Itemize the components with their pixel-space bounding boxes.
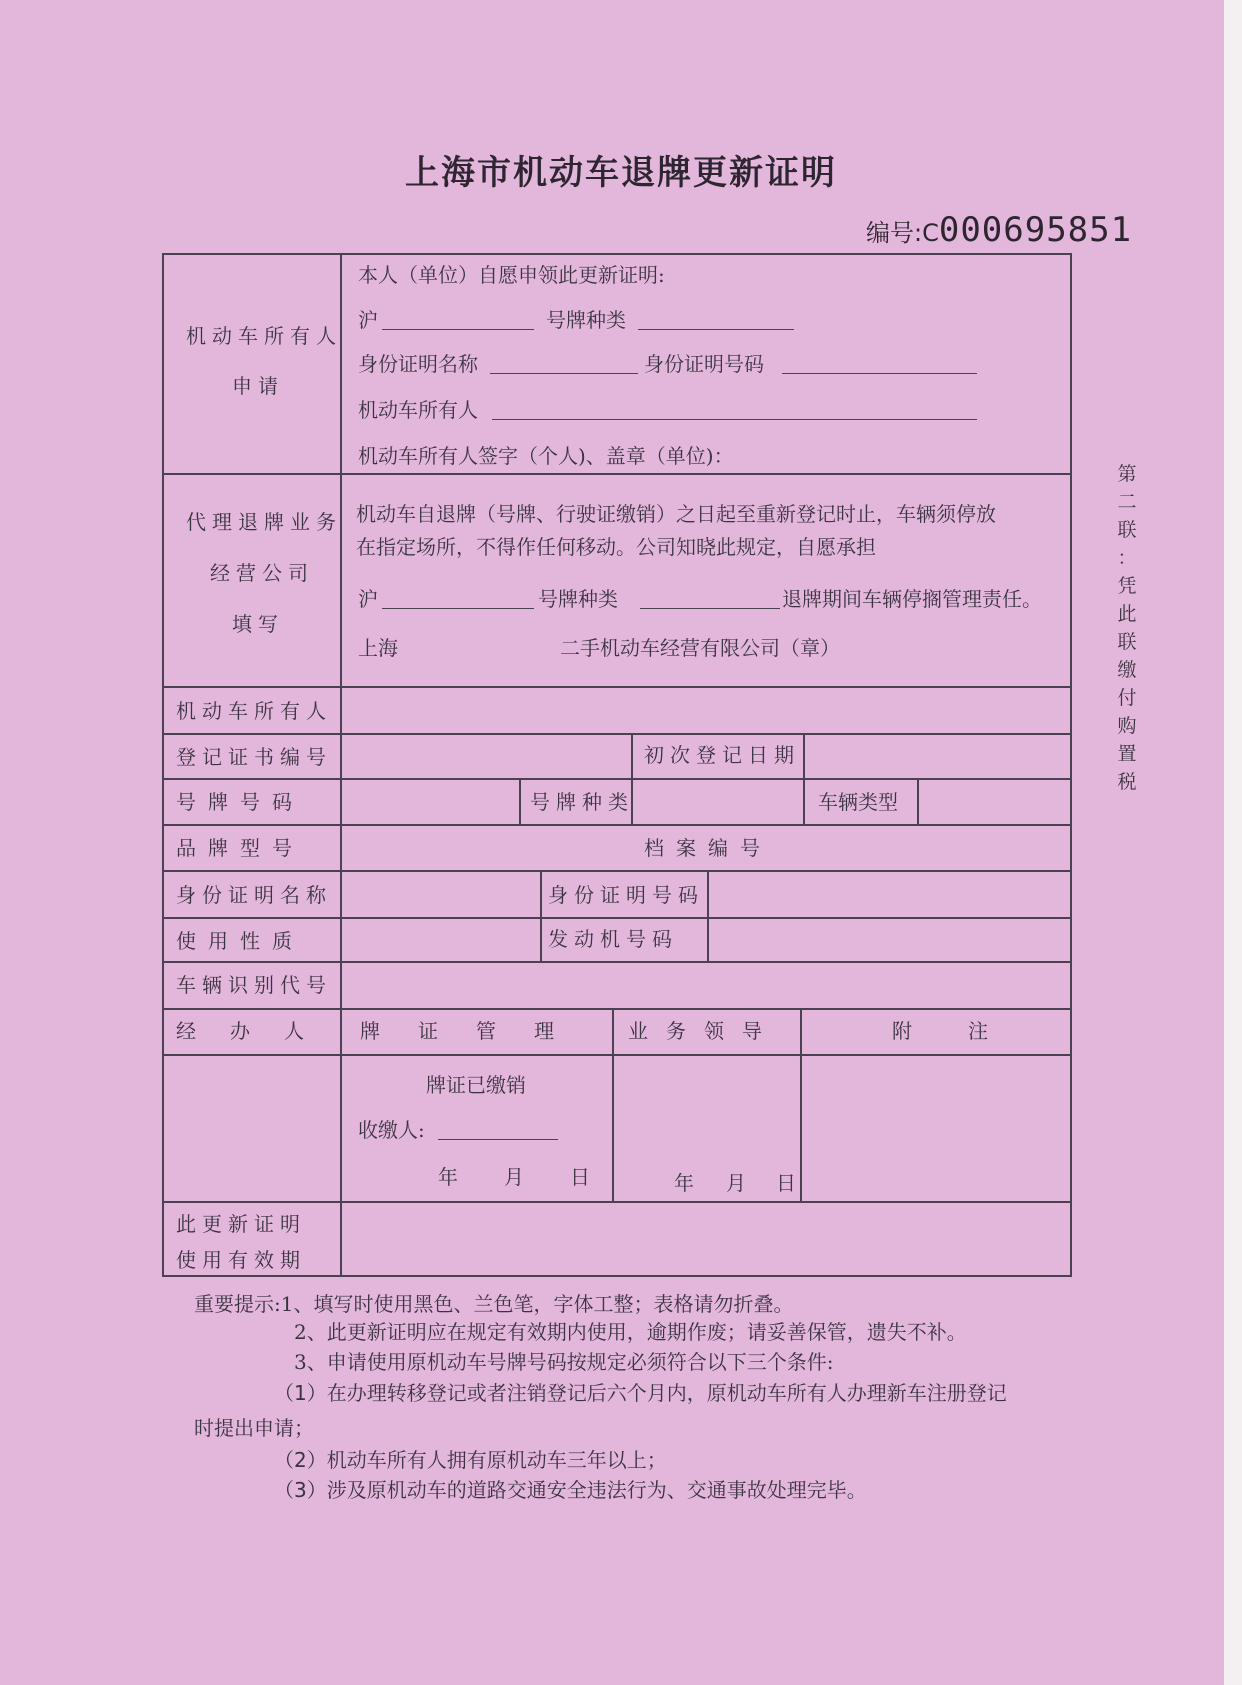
note-2: 2、此更新证明应在规定有效期内使用，逾期作废；请妥善保管，遗失不补。 bbox=[294, 1320, 967, 1344]
label-first-reg-date: 初次登记日期 bbox=[644, 743, 800, 767]
section1-hu: 沪 bbox=[358, 308, 378, 332]
note-3: 3、申请使用原机动车号牌号码按规定必须符合以下三个条件: bbox=[294, 1350, 834, 1374]
section2-shanghai: 上海 bbox=[358, 636, 398, 660]
label-remarks: 附注 bbox=[892, 1019, 1044, 1043]
section1-id-name: 身份证明名称 bbox=[358, 352, 478, 376]
label-plate-mgmt: 牌证管理 bbox=[360, 1019, 592, 1043]
section1-owner: 机动车所有人 bbox=[358, 398, 478, 422]
label-leader: 业务领导 bbox=[628, 1019, 780, 1043]
section2-hu: 沪 bbox=[358, 587, 378, 611]
section1-plate-type: 号牌种类 bbox=[546, 308, 626, 332]
condition-3: （3）涉及原机动车的道路交通安全违法行为、交通事故处理完毕。 bbox=[274, 1478, 867, 1502]
section2-label-line3: 填写 bbox=[232, 612, 284, 636]
date-month-1: 月 bbox=[504, 1165, 524, 1189]
section1-signature: 机动车所有人签字（个人)、盖章（单位)： bbox=[358, 444, 734, 468]
side-copy-label: 第 二 联 ： 凭 此 联 缴 付 购 置 税 bbox=[1117, 463, 1137, 793]
label-owner: 机动车所有人 bbox=[176, 699, 332, 723]
serial-value: 000695851 bbox=[938, 210, 1133, 250]
label-plate-no: 号牌号码 bbox=[176, 790, 304, 814]
condition-1-line2: 时提出申请； bbox=[194, 1416, 314, 1440]
validity-line1: 此更新证明 bbox=[176, 1212, 306, 1236]
label-cert-no: 登记证书编号 bbox=[176, 745, 332, 769]
label-engine-no: 发动机号码 bbox=[548, 927, 678, 951]
serial-number bbox=[866, 210, 1132, 250]
label-id-name: 身份证明名称 bbox=[176, 883, 332, 907]
section2-responsibility: 退牌期间车辆停搁管理责任。 bbox=[782, 587, 1042, 611]
section1-label-line2: 申请 bbox=[232, 374, 284, 398]
paper-edge bbox=[1224, 0, 1242, 1685]
label-plate-type: 号牌种类 bbox=[530, 790, 634, 814]
section1-id-number: 身份证明号码 bbox=[644, 352, 764, 376]
date-day-2: 日 bbox=[776, 1171, 796, 1195]
section2-label-line2: 经营公司 bbox=[210, 561, 314, 585]
date-year-2: 年 bbox=[674, 1171, 694, 1195]
section2-statement-line1: 机动车自退牌（号牌、行驶证缴销）之日起至重新登记时止，车辆须停放 bbox=[356, 502, 996, 526]
label-vin: 车辆识别代号 bbox=[176, 973, 332, 997]
validity-line2: 使用有效期 bbox=[176, 1248, 306, 1272]
date-month-2: 月 bbox=[726, 1171, 746, 1195]
receiver-label: 收缴人: bbox=[358, 1118, 425, 1142]
label-handler: 经办人 bbox=[176, 1019, 338, 1043]
section2-statement-line2: 在指定场所，不得作任何移动。公司知晓此规定，自愿承担 bbox=[356, 535, 876, 559]
condition-2: （2）机动车所有人拥有原机动车三年以上； bbox=[274, 1448, 667, 1472]
label-vehicle-type: 车辆类型 bbox=[818, 790, 898, 814]
section1-label-line1: 机动车所有人 bbox=[186, 324, 342, 348]
section2-company: 二手机动车经营有限公司（章） bbox=[560, 636, 840, 660]
section2-plate-type: 号牌种类 bbox=[538, 587, 618, 611]
serial-label: 编号:C bbox=[866, 219, 939, 247]
condition-1-line1: （1）在办理转移登记或者注销登记后六个月内，原机动车所有人办理新车注册登记 bbox=[274, 1381, 1007, 1405]
label-file-no: 档案编号 bbox=[644, 836, 772, 860]
label-use-nature: 使用性质 bbox=[176, 929, 304, 953]
date-day-1: 日 bbox=[570, 1165, 590, 1189]
label-brand-model: 品牌型号 bbox=[176, 836, 304, 860]
note-1: 重要提示:1、填写时使用黑色、兰色笔，字体工整；表格请勿折叠。 bbox=[194, 1292, 794, 1316]
section2-label-line1: 代理退牌业务 bbox=[186, 510, 342, 534]
label-id-number: 身份证明号码 bbox=[548, 883, 704, 907]
plates-cancelled: 牌证已缴销 bbox=[426, 1073, 526, 1097]
section1-intro: 本人（单位）自愿申领此更新证明: bbox=[358, 263, 665, 287]
page-title: 上海市机动车退牌更新证明 bbox=[405, 153, 837, 193]
date-year-1: 年 bbox=[438, 1165, 458, 1189]
